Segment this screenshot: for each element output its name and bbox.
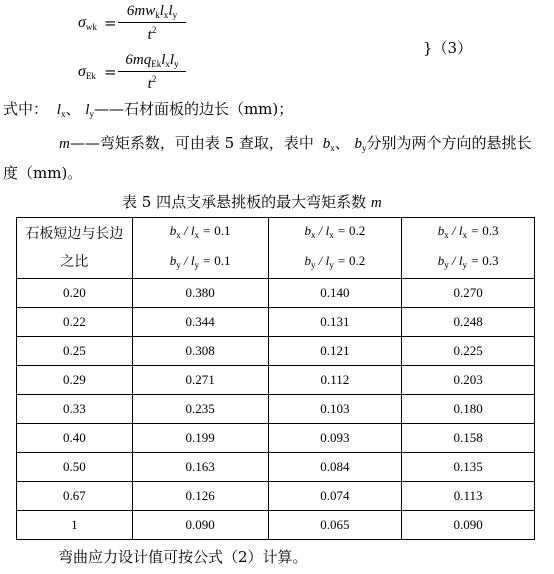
table-cell: 0.121 [268,337,402,366]
equation-number: }（3） [423,39,473,57]
table-cell: 1 [17,511,133,540]
header-ratio [17,218,133,279]
table-cell: 0.248 [402,308,535,337]
table-cell: 0.103 [268,395,402,424]
table-row [17,453,535,482]
table-cell: 0.67 [17,482,133,511]
equals-sign: = [104,14,117,32]
table-cell: 0.203 [402,366,535,395]
table-cell: 0.112 [268,366,402,395]
table-row [17,366,535,395]
sigma-ek-lhs: $\sigma_{Ek}$ [78,63,96,81]
sigma-wk-lhs: $\sigma_{wk}$ [78,14,97,32]
table-cell: 0.22 [17,308,133,337]
table-cell: 0.235 [132,395,268,424]
where-clause-lxy: 式中： $l_x$、 $l_y——$石材面板的边长（mm)； [3,100,294,119]
table-row [17,279,535,308]
header-col-2: $b_x / l_x = 0.2$ $b_y / l_y = 0.2$ [268,218,402,279]
table-cell: 0.40 [17,424,133,453]
table-cell: 0.135 [402,453,535,482]
footer-text: 弯曲应力设计值可按公式（2）计算。 [58,548,308,566]
table-cell: 0.25 [17,337,133,366]
table-cell: 0.090 [402,511,535,540]
moment-coefficient-table [16,217,535,540]
table-caption: 表 5 四点支承悬挑板的最大弯矩系数 m [122,193,382,211]
table-cell: 0.158 [402,424,535,453]
table-row [17,511,535,540]
header-col-3: $b_x / l_x = 0.3$ $b_y / l_y = 0.3$ [402,218,535,279]
table-row [17,337,535,366]
table-cell: 0.084 [268,453,402,482]
table-cell: 0.270 [402,279,535,308]
table-cell: 0.271 [132,366,268,395]
table-cell: 0.074 [268,482,402,511]
table-cell: 0.380 [132,279,268,308]
table-cell: 0.065 [268,511,402,540]
table-row [17,424,535,453]
table-cell: 0.180 [402,395,535,424]
table-cell: 0.131 [268,308,402,337]
table-cell: 0.225 [402,337,535,366]
where-clause-m: m——弯矩系数，可由表 5 查取，表中 $b_x$、 $b_y$分别为两个方向的悬挑长 [59,134,532,153]
table-cell: 0.113 [402,482,535,511]
table-cell: 0.20 [17,279,133,308]
table-cell: 0.33 [17,395,133,424]
table-row [17,482,535,511]
where-clause-m-cont: 度（mm)。 [3,164,83,182]
table-header-row [17,218,535,279]
table-cell: 0.093 [268,424,402,453]
fraction-ek: $6mq_{Ek}l_xl_y$ $t^2$ [118,52,186,93]
table-cell: 0.126 [132,482,268,511]
equals-sign: = [104,63,117,81]
table-cell: 0.344 [132,308,268,337]
table-cell: 0.308 [132,337,268,366]
table-cell: 0.29 [17,366,133,395]
table-cell: 0.163 [132,453,268,482]
header-ratio-line2: 之比 [60,254,89,270]
table-cell: 0.50 [17,453,133,482]
table-cell: 0.090 [132,511,268,540]
table-row [17,395,535,424]
fraction-wk: $6mw_kl_xl_y$ $t^2$ [118,3,186,44]
table-cell: 0.199 [132,424,268,453]
table-row [17,308,535,337]
table-cell: 0.140 [268,279,402,308]
header-ratio-line1: 石板短边与长边 [25,226,124,242]
header-col-1: $b_x / l_x = 0.1$ $b_y / l_y = 0.1$ [132,218,268,279]
